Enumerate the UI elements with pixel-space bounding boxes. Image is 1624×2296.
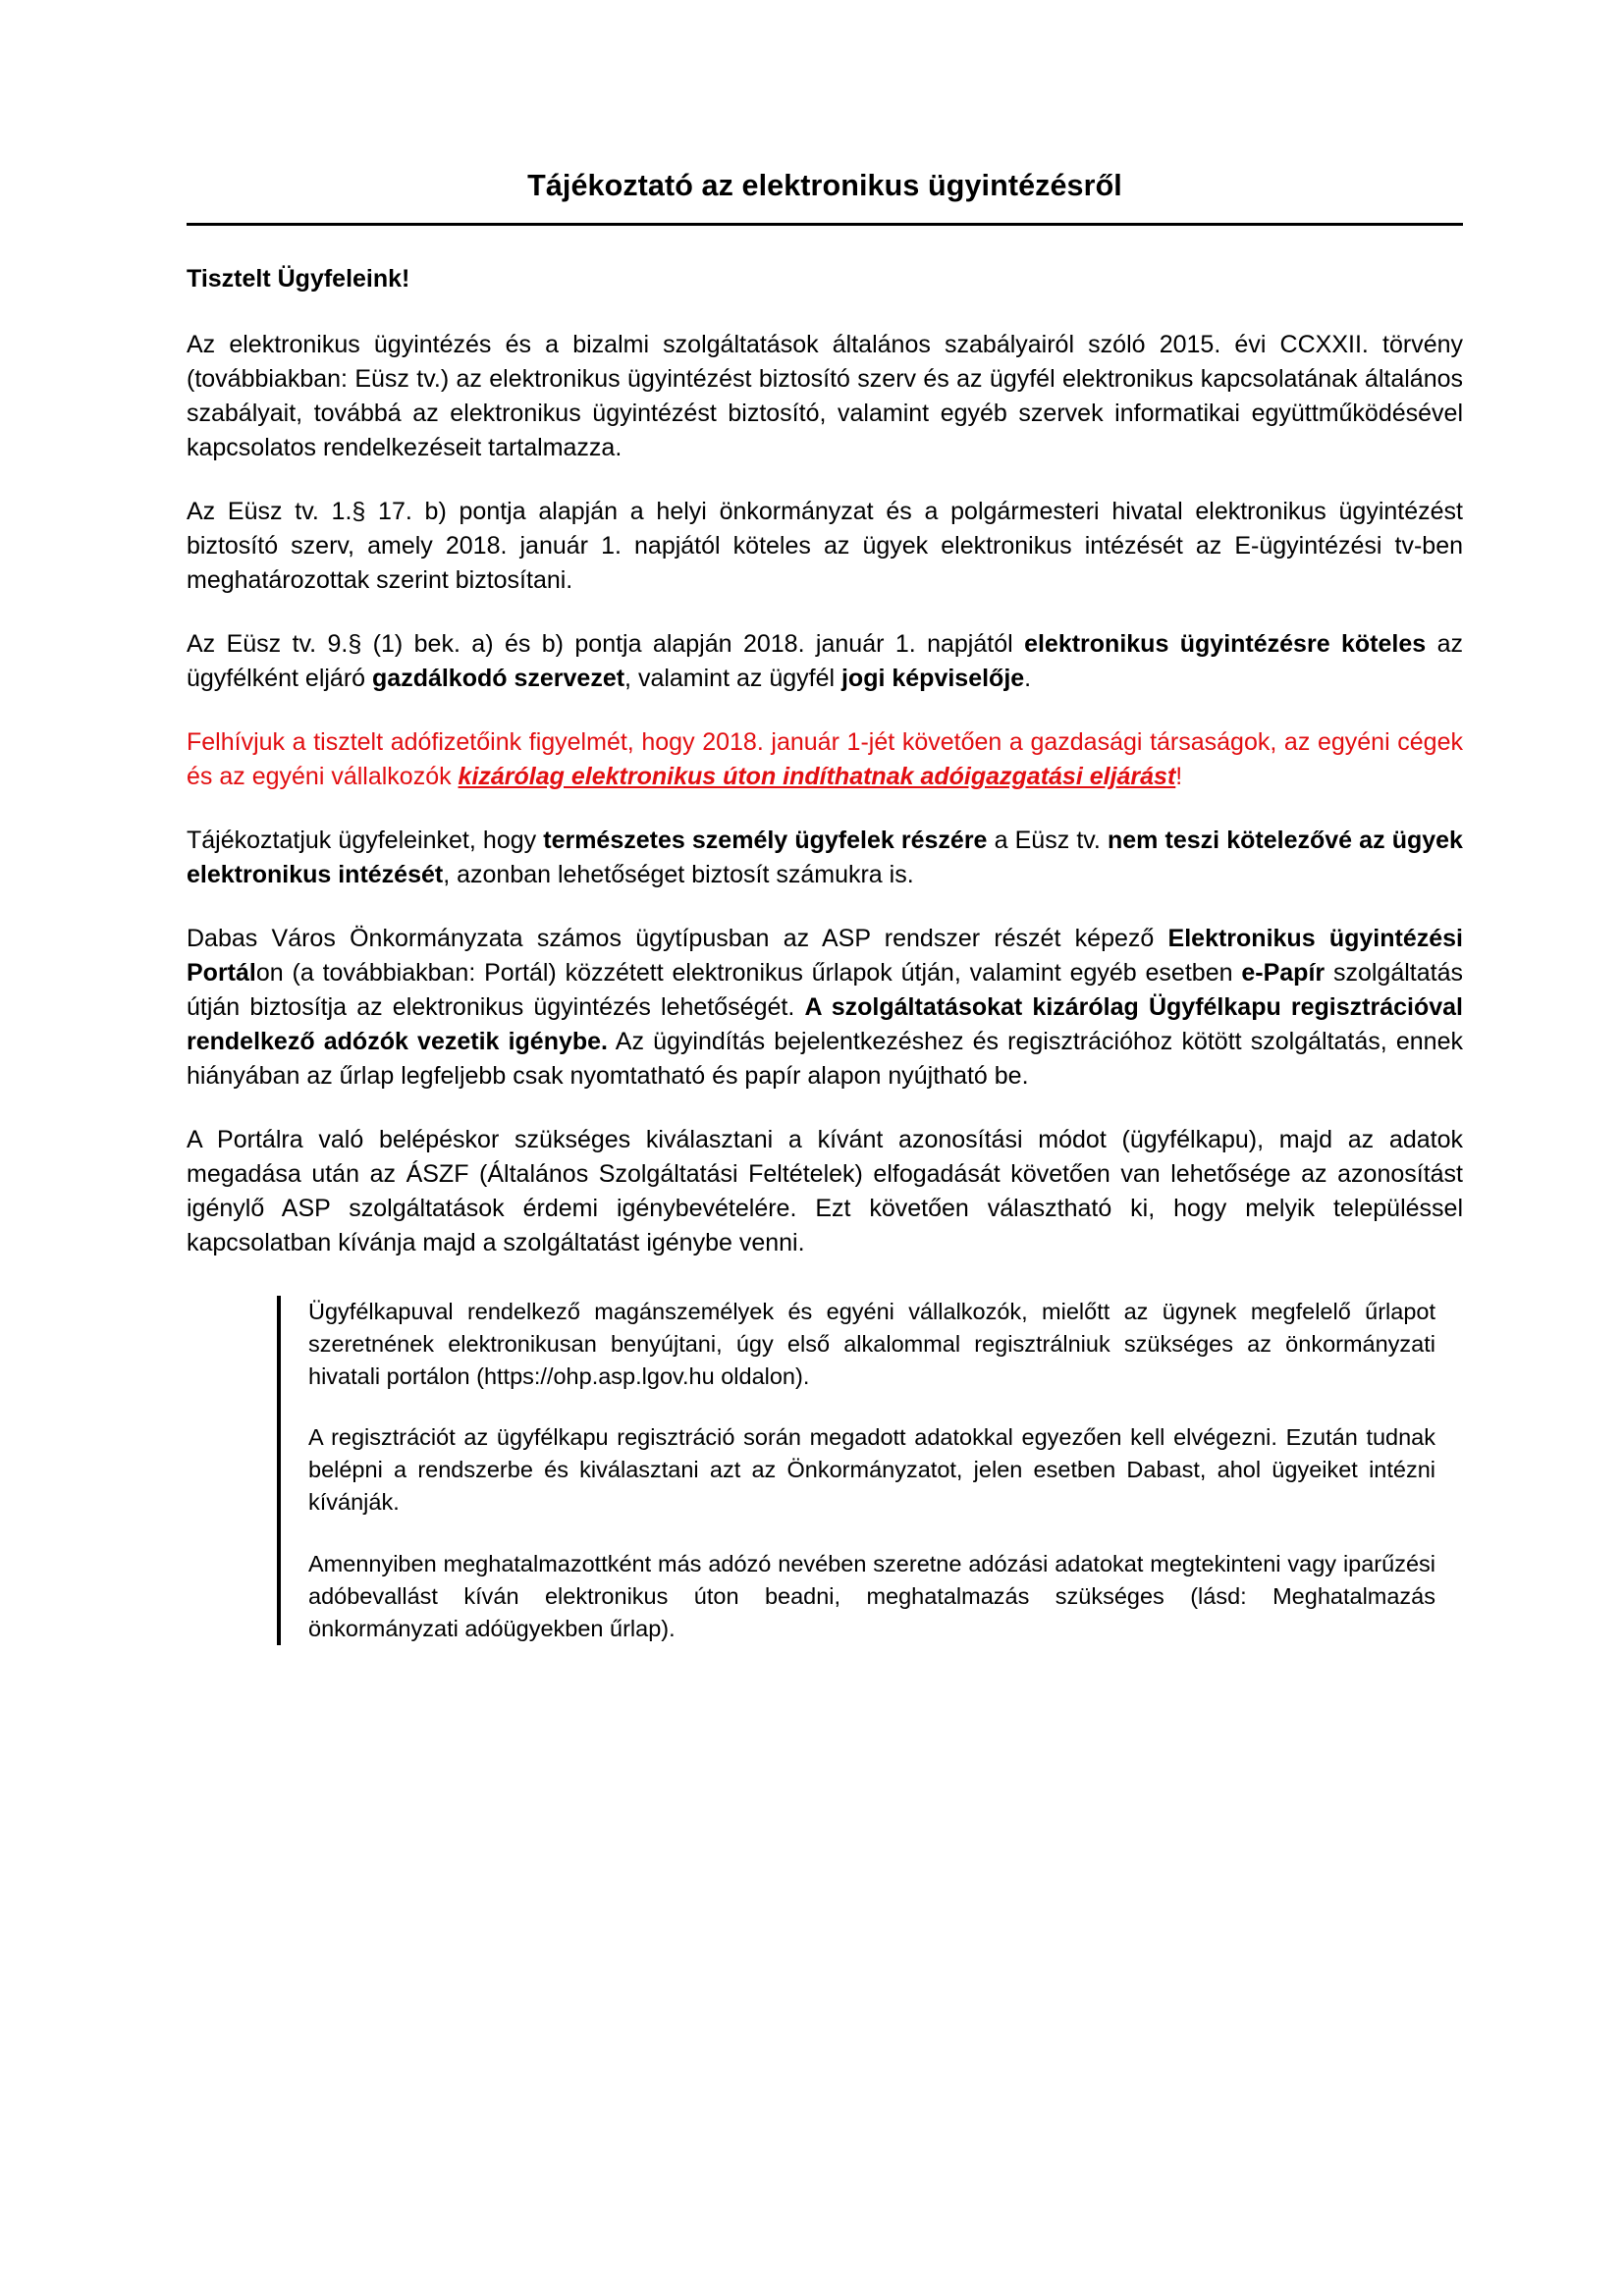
p5-bold-natural-persons: természetes személy ügyfelek részére (543, 826, 988, 854)
paragraph-dabas-asp-portal (187, 922, 1463, 1094)
indented-note-block (277, 1296, 1435, 1645)
p4-text-segment-1: Felhívjuk a tisztelt adófizetőink figyelmét, hogy 2018. január 1-jét követően a gazdasági társaságok, az egyéni cégek és az egyéni vállalkozók (187, 727, 1463, 790)
note-authorized-representative: Amennyiben meghatalmazottként más adózó nevében szeretne adózási adatokat megtekinteni vagy iparűzési adóbevallást kíván elektronikus úton beadni, meghatalmazás szükséges (lásd: Meghatalmazás önkormányzati adóügyekben űrlap). (308, 1551, 1435, 1641)
p5-text-segment-1: Tájékoztatjuk ügyfeleinket, hogy (187, 826, 544, 854)
greeting-text: Tisztelt Ügyfeleink! (187, 265, 410, 294)
p6-bold-portal-name: Elektronikus ügyintézési Portál (187, 924, 1464, 987)
note-registration-requirement: Ügyfélkapuval rendelkező magánszemélyek és egyéni vállalkozók, mielőtt az ügynek megfelelő űrlapot szeretnének elektronikusan benyújtani, úgy első alkalommal regisztrálniuk szükséges az önkormányzati hivatali portálon (https://ohp.asp.lgov.hu oldalon). (308, 1298, 1435, 1389)
note-registration-data-match: A regisztrációt az ügyfélkapu regisztráció során megadott adatokkal egyezően kell elvégezni. Ezután tudnak belépni a rendszerbe és kiválasztani azt az Önkormányzatot, jelen esetben Dabast, ahol ügyeiket intézni kívánják. (308, 1424, 1435, 1516)
p6-bold-ugyfelkapu-requirement: A szolgáltatásokat kizárólag Ügyfélkapu regisztrációval rendelkező adózók vezetik igénybe. (187, 992, 1463, 1055)
p3-bold-legal-representative: jogi képviselője (840, 664, 1025, 692)
p3-text-segment-2: az ügyfélként eljáró (187, 629, 1463, 692)
p6-text-segment-4: Az ügyindítás bejelentkezéshez és regisztrációhoz kötött szolgáltatás, ennek hiányában az űrlap legfeljebb csak nyomtatható és papír alapon nyújtható be. (187, 1027, 1463, 1090)
p6-text-segment-3: szolgáltatás útján biztosítja az elektronikus ügyintézés lehetőségét. (187, 958, 1463, 1021)
p3-text-segment-4: . (1024, 664, 1032, 692)
p3-bold-business-entity: gazdálkodó szervezet (372, 664, 625, 692)
paragraph-portal-login-steps: A Portálra való belépéskor szükséges kiválasztani a kívánt azonosítási módot (ügyfélkapu), majd az adatok megadása után az ÁSZF (Általános Szolgáltatási Feltételek) elfogadását követően van lehetősége az azonosítást igénylő ASP szolgáltatások érdemi igénybevételére. Ezt követően választható ki, hogy melyik településsel kapcsolatban kívánja majd a szolgáltatást igénybe venni. (187, 1125, 1463, 1256)
p6-bold-epapir: e-Papír (1241, 958, 1326, 987)
title-divider (187, 223, 1463, 226)
p5-text-segment-3: , azonban lehetőséget biztosít számukra is. (443, 860, 914, 888)
p4-emphasis-electronic-only: kizárólag elektronikus úton indíthatnak adóigazgatási eljárást (458, 762, 1176, 790)
paragraph-mandatory-parties (187, 627, 1463, 696)
page-title: Tájékoztató az elektronikus ügyintézésről (527, 169, 1122, 202)
paragraph-tax-warning-red (187, 725, 1463, 794)
p4-text-segment-2: ! (1175, 762, 1183, 790)
p3-bold-electronic-obligation: elektronikus ügyintézésre köteles (1024, 629, 1427, 658)
p5-bold-not-mandatory: nem teszi kötelezővé az ügyek elektronikus intézését (187, 826, 1463, 888)
paragraph-legal-background: Az elektronikus ügyintézés és a bizalmi szolgáltatások általános szabályairól szóló 2015. évi CCXXII. törvény (továbbiakban: Eüsz tv.) az elektronikus ügyintézést biztosító szerv és az ügyfél elektronikus kapcsolatának általános szabályait, továbbá az elektronikus ügyintézést biztosító, valamint egyéb szervek informatikai együttműködésével kapcsolatos rendelkezéseit tartalmazza. (187, 330, 1463, 461)
paragraph-natural-persons (187, 824, 1463, 892)
p3-text-segment-3: , valamint az ügyfél (624, 664, 841, 692)
document-content (187, 0, 1463, 1655)
paragraph-municipality-obligation: Az Eüsz tv. 1.§ 17. b) pontja alapján a helyi önkormányzat és a polgármesteri hivatal elektronikus ügyintézést biztosító szerv, amely 2018. január 1. napjától köteles az ügyek elektronikus intézését az E-ügyintézési tv-ben meghatározottak szerint biztosítani. (187, 497, 1463, 594)
p3-text-segment-1: Az Eüsz tv. 9.§ (1) bek. a) és b) pontja alapján 2018. január 1. napjától (187, 629, 1025, 658)
p6-text-segment-2: on (a továbbiakban: Portál) közzétett elektronikus űrlapok útján, valamint egyéb esetben (255, 958, 1242, 987)
p6-text-segment-1: Dabas Város Önkormányzata számos ügytípusban az ASP rendszer részét képező (187, 924, 1168, 952)
p5-text-segment-2: a Eüsz tv. (987, 826, 1108, 854)
